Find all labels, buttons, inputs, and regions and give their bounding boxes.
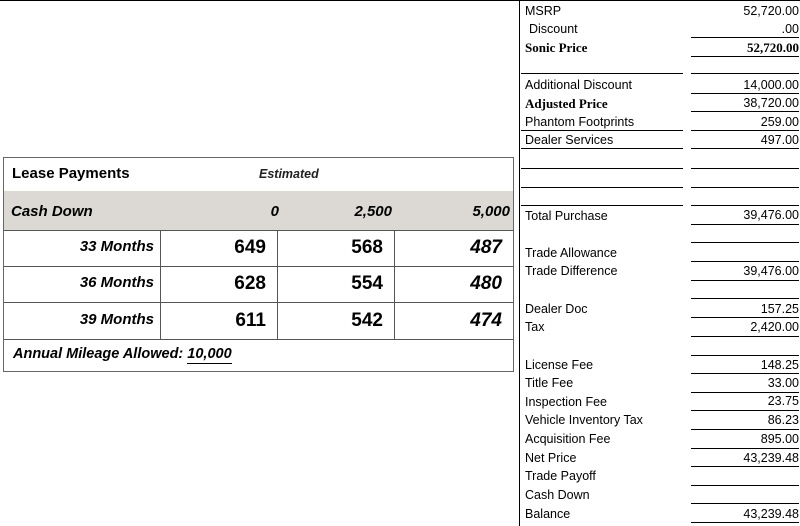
value-rule xyxy=(691,336,799,337)
value-rule xyxy=(691,168,799,169)
value-rule xyxy=(691,373,799,374)
value-rule xyxy=(691,429,799,430)
inspection-fee-value: 23.75 xyxy=(767,394,799,408)
sonic-price-value: 52,720.00 xyxy=(747,40,799,55)
trade-difference-value: 39,476.00 xyxy=(743,264,799,278)
vehicle-inventory-tax-value: 86.23 xyxy=(767,413,799,427)
title-fee-label: Title Fee xyxy=(525,376,574,390)
cash-down-option-2: 5,000 xyxy=(472,203,510,220)
value-rule xyxy=(691,93,799,94)
dealer-doc-label: Dealer Doc xyxy=(525,302,588,316)
inspection-fee-label: Inspection Fee xyxy=(525,395,607,409)
value-rule xyxy=(691,410,799,411)
label-rule xyxy=(521,73,683,74)
value-rule xyxy=(691,56,799,57)
adjusted-price-value: 38,720.00 xyxy=(743,96,799,110)
row-separator xyxy=(4,302,513,303)
label-rule xyxy=(521,148,683,149)
additional-discount-value: 14,000.00 xyxy=(743,78,799,92)
value-rule xyxy=(691,130,799,131)
license-fee-value: 148.25 xyxy=(760,358,799,372)
value-rule xyxy=(691,485,799,486)
value-rule xyxy=(691,37,799,38)
total-purchase-value: 39,476.00 xyxy=(743,208,799,222)
payment-value: 474 xyxy=(470,310,502,331)
additional-discount-label: Additional Discount xyxy=(525,78,633,92)
row-separator xyxy=(4,266,513,267)
value-rule xyxy=(691,355,799,356)
tax-value: 2,420.00 xyxy=(750,320,799,334)
phantom-footprints-value: 259.00 xyxy=(760,115,799,129)
payment-value: 611 xyxy=(235,310,266,331)
discount-label: Discount xyxy=(529,22,578,36)
estimated-label: Estimated xyxy=(259,167,319,181)
balance-label: Balance xyxy=(525,507,571,521)
payment-value: 480 xyxy=(470,273,502,294)
mileage-value: 10,000 xyxy=(187,346,232,362)
cash-down-label: Cash Down xyxy=(525,488,590,502)
value-rule xyxy=(691,503,799,504)
value-rule xyxy=(691,148,799,149)
adjusted-price-label: Adjusted Price xyxy=(525,96,608,111)
label-rule xyxy=(521,187,683,188)
row-separator xyxy=(4,339,513,340)
lease-title: Lease Payments xyxy=(12,165,130,182)
vehicle-inventory-tax-label: Vehicle Inventory Tax xyxy=(525,413,643,427)
payment-value: 487 xyxy=(470,237,502,258)
value-rule xyxy=(691,298,799,299)
title-fee-value: 33.00 xyxy=(767,376,799,390)
payment-value: 628 xyxy=(234,273,266,294)
column-separator xyxy=(394,230,395,339)
value-rule xyxy=(691,522,799,523)
value-rule xyxy=(691,242,799,243)
value-rule xyxy=(691,280,799,281)
dealer-services-value: 497.00 xyxy=(760,133,799,147)
dealer-doc-value: 157.25 xyxy=(760,302,799,316)
trade-allowance-label: Trade Allowance xyxy=(525,246,617,260)
cash-down-header: Cash Down xyxy=(11,203,93,220)
total-purchase-label: Total Purchase xyxy=(525,209,608,223)
value-rule xyxy=(691,187,799,188)
column-separator xyxy=(160,230,161,339)
trade-difference-label: Trade Difference xyxy=(525,264,618,278)
section-divider xyxy=(519,0,520,526)
value-rule xyxy=(691,317,799,318)
mileage-allowance xyxy=(13,346,232,362)
label-rule xyxy=(521,130,683,131)
value-rule xyxy=(691,448,799,449)
payment-value: 568 xyxy=(351,237,383,258)
license-fee-label: License Fee xyxy=(525,358,594,372)
value-rule xyxy=(691,224,799,225)
balance-value: 43,239.48 xyxy=(743,507,799,521)
payment-value: 649 xyxy=(234,237,266,258)
tax-label: Tax xyxy=(525,320,545,334)
value-rule xyxy=(691,261,799,262)
cash-down-option-1: 2,500 xyxy=(354,203,392,220)
label-rule xyxy=(521,168,683,169)
trade-payoff-label: Trade Payoff xyxy=(525,469,596,483)
cash-down-option-0: 0 xyxy=(270,203,279,220)
discount-value: .00 xyxy=(781,22,799,36)
dealer-services-label: Dealer Services xyxy=(525,133,614,147)
label-rule xyxy=(521,205,683,206)
mileage-label: Annual Mileage Allowed: xyxy=(13,346,184,362)
term-label: 39 Months xyxy=(79,311,154,328)
msrp-value: 52,720.00 xyxy=(743,4,799,18)
net-price-label: Net Price xyxy=(525,451,577,465)
row-separator xyxy=(4,230,513,231)
term-label: 33 Months xyxy=(79,238,154,255)
net-price-value: 43,239.48 xyxy=(743,451,799,465)
value-rule xyxy=(691,73,799,74)
payment-value: 542 xyxy=(351,310,383,331)
value-rule xyxy=(691,466,799,467)
value-rule xyxy=(691,205,799,206)
top-border xyxy=(0,0,800,1)
term-label: 36 Months xyxy=(79,274,154,291)
lease-payments-box xyxy=(3,157,514,372)
acquisition-fee-label: Acquisition Fee xyxy=(525,432,611,446)
acquisition-fee-value: 895.00 xyxy=(760,432,799,446)
value-rule xyxy=(691,111,799,112)
msrp-label: MSRP xyxy=(525,4,562,18)
column-separator xyxy=(277,230,278,339)
phantom-footprints-label: Phantom Footprints xyxy=(525,115,635,129)
sonic-price-label: Sonic Price xyxy=(525,40,588,55)
payment-value: 554 xyxy=(351,273,383,294)
